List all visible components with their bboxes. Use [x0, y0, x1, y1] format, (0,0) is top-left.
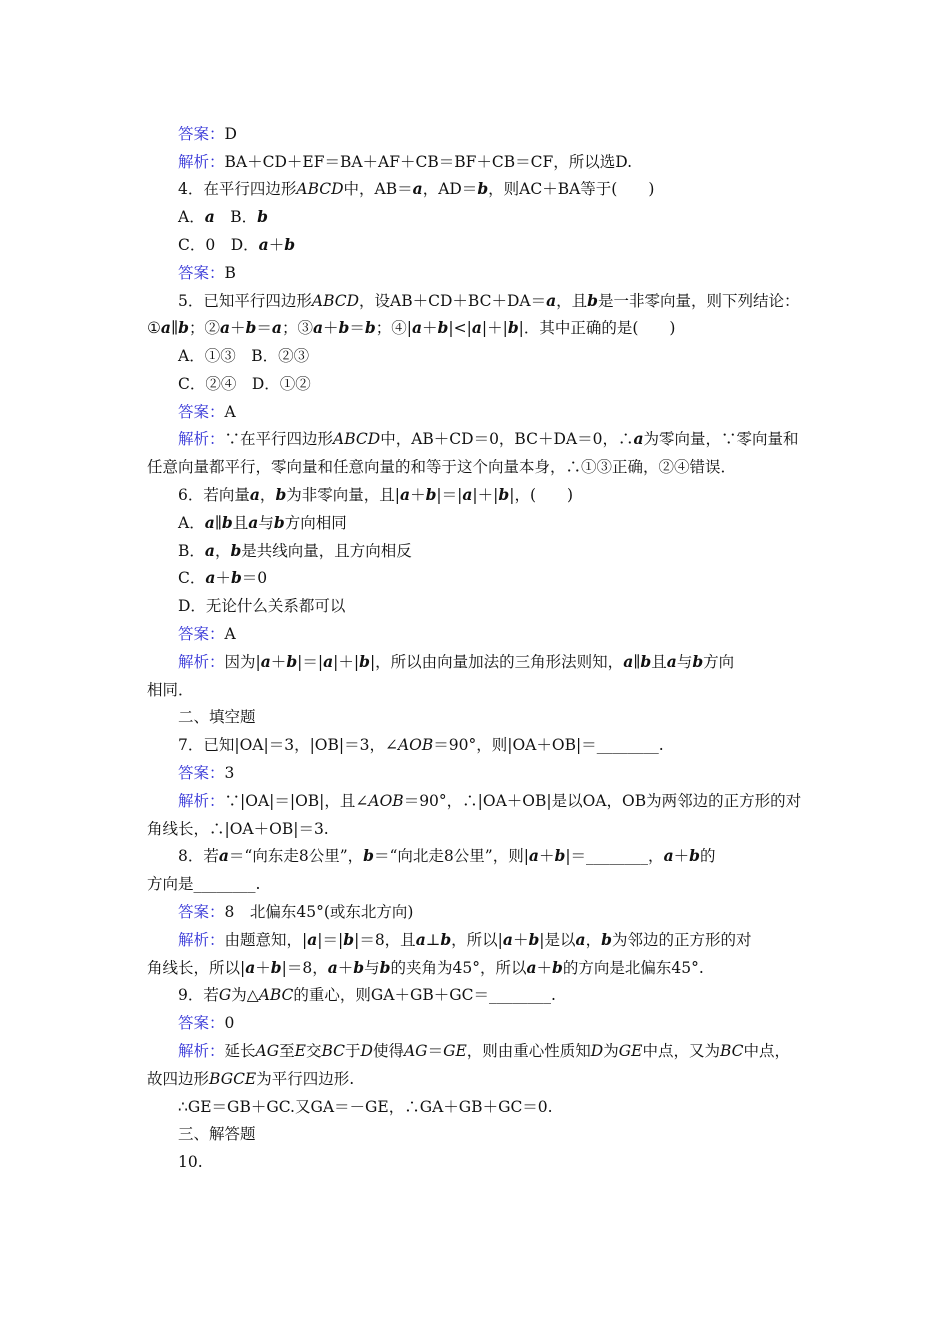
text-run: 方向相同	[284, 514, 347, 532]
text-run: b	[440, 930, 452, 949]
text-run: ，则AC＋BA等于( )	[488, 180, 655, 198]
text-run: a	[245, 958, 256, 977]
text-run: ABCD	[311, 292, 360, 310]
text-run: b	[692, 652, 704, 671]
text-run: b	[640, 652, 652, 671]
explanation-label: 解析：	[178, 1042, 225, 1060]
answer-label: 答案：	[178, 403, 225, 421]
text-run: a	[412, 179, 423, 198]
text-run: 中点，	[743, 1042, 791, 1060]
text-run: ________	[596, 736, 659, 754]
text-run: |．其中正确的是( )	[518, 319, 676, 337]
question-7	[178, 735, 664, 755]
text-run: a	[204, 513, 215, 532]
text-run: D	[224, 125, 237, 143]
text-run: ＋	[410, 486, 426, 504]
text-run: ＋	[422, 319, 438, 337]
text-run: |＝|	[436, 486, 463, 504]
question-9	[178, 985, 556, 1005]
text-run: A．①③ B．②③	[178, 347, 310, 365]
explanation-label: 解析：	[178, 653, 225, 671]
text-run: ABCD	[296, 180, 344, 198]
explanation-line	[178, 791, 801, 811]
text-run: BA＋CD＋EF＝BA＋AF＋CB＝BF＋CB＝CF，所以选D.	[224, 153, 633, 171]
text-run: ∵在平行四边形	[224, 430, 334, 448]
text-run: 延长	[224, 1042, 256, 1060]
text-run: b	[230, 568, 242, 587]
text-run: b	[275, 485, 287, 504]
text-run: b	[270, 958, 282, 977]
text-run: AOB	[397, 736, 434, 754]
text-run: ＝90°，则|OA＋OB|＝	[433, 736, 597, 754]
answer-label: 答案：	[178, 764, 225, 782]
text-run: ABC	[258, 986, 294, 1004]
answer-line	[178, 763, 234, 783]
explanation-line	[178, 1041, 790, 1061]
option-a	[178, 513, 347, 533]
text-run: 为非零向量，且|	[286, 486, 401, 504]
text-run: 是共线向量，且方向相反	[241, 542, 412, 560]
text-run: b	[343, 930, 355, 949]
text-run: b	[689, 846, 700, 865]
answer-label: 答案：	[178, 903, 225, 921]
text-run: 是一非零向量，则下列结论：	[597, 292, 800, 310]
text-run: 中，AB＝	[343, 180, 413, 198]
text-run: AG	[403, 1042, 428, 1060]
text-run: |，所以由向量加法的三角形法则知，	[369, 653, 624, 671]
text-run: 9．若	[178, 986, 219, 1004]
answer-line	[178, 624, 236, 644]
text-run: 为	[603, 1042, 619, 1060]
text-run: ；③	[281, 319, 313, 337]
text-run: 与	[364, 959, 380, 977]
explanation-line	[178, 429, 799, 449]
question-10	[178, 1152, 203, 1172]
text-run: ，	[259, 486, 276, 504]
text-run: 与	[258, 514, 274, 532]
text-run: B．	[178, 542, 205, 560]
text-run: A	[224, 403, 236, 421]
text-run: a	[327, 958, 338, 977]
text-run: 8 北偏东45°(或东北方向)	[224, 903, 414, 921]
text-run: BC	[719, 1042, 744, 1060]
text-run: a	[462, 485, 473, 504]
text-run: B．	[214, 208, 258, 226]
text-run: ＝90°，∴|OA＋OB|是以OA，OB为两邻边的正方形的对	[403, 792, 802, 810]
text-run: 4．在平行四边形	[178, 180, 297, 198]
text-run: |＋|	[333, 653, 360, 671]
text-run: |＝|	[297, 653, 324, 671]
explanation-continued	[147, 819, 329, 839]
answer-label: 答案：	[178, 125, 225, 143]
text-run: a	[260, 652, 271, 671]
explanation-label: 解析：	[178, 792, 225, 810]
text-run: A．	[178, 514, 205, 532]
text-run: ＋	[337, 959, 354, 977]
text-run: D	[360, 1042, 373, 1060]
section-heading	[178, 1124, 256, 1144]
text-run: GE	[443, 1042, 467, 1060]
text-run: a	[471, 318, 482, 337]
text-run: b	[257, 207, 268, 226]
text-run: ，	[585, 931, 602, 949]
text-run: 三、解答题	[178, 1125, 256, 1143]
text-run: b	[359, 652, 370, 671]
text-run: 相同．	[147, 681, 194, 699]
text-run: b	[338, 318, 350, 337]
text-run: BGCE	[209, 1070, 257, 1088]
text-run: b	[507, 318, 519, 337]
text-run: ∥	[633, 653, 641, 671]
text-run: a	[204, 207, 215, 226]
text-run: ＋	[673, 847, 690, 865]
text-run: E	[294, 1042, 306, 1060]
text-run: ＝“向东走8公里”，	[228, 847, 364, 865]
question-8	[178, 846, 715, 866]
text-run: D	[590, 1042, 604, 1060]
text-run: |＝|	[317, 931, 344, 949]
section-heading	[178, 707, 256, 727]
text-run: ＋	[270, 653, 287, 671]
text-run: b	[587, 291, 598, 310]
text-run: b	[552, 958, 563, 977]
text-run: C．	[178, 569, 206, 587]
explanation-continued	[147, 457, 736, 477]
text-run: a	[526, 958, 537, 977]
text-run: 7．已知|OA|＝3，|OB|＝3，∠	[178, 736, 398, 754]
text-run: ∵|OA|＝|OB|，且∠	[224, 792, 369, 810]
text-run: 为零向量，∵零向量和	[643, 430, 799, 448]
text-run: b	[230, 541, 242, 560]
text-run: 为邻边的正方形的对	[611, 931, 752, 949]
answer-line	[178, 1013, 234, 1033]
text-run: 5．已知平行四边形	[178, 292, 312, 310]
text-run: BC	[321, 1042, 346, 1060]
text-run: a	[312, 318, 324, 337]
text-run: 角线长，所以|	[147, 959, 246, 977]
text-run: ∥	[214, 514, 222, 532]
question-6	[178, 485, 573, 505]
text-run: b	[554, 846, 566, 865]
text-run: b	[437, 318, 449, 337]
options-line	[178, 374, 311, 394]
text-run: 故四边形	[147, 1070, 210, 1088]
text-run: ＋	[512, 931, 529, 949]
text-run: 的方向是北偏东45°.	[562, 959, 704, 977]
text-run: b	[364, 318, 376, 337]
text-run: b	[221, 513, 233, 532]
text-run: |是以	[539, 931, 576, 949]
text-run: A．	[178, 208, 205, 226]
text-run: 方向是________.	[147, 875, 261, 893]
option-c	[178, 568, 267, 588]
text-run: a	[415, 930, 426, 949]
text-run: ＝	[427, 1042, 444, 1060]
option-b	[178, 541, 412, 561]
text-run: D．无论什么关系都可以	[178, 597, 346, 615]
text-run: a	[271, 318, 282, 337]
text-run: 二、填空题	[178, 708, 256, 726]
text-run: a	[623, 652, 634, 671]
text-run: 中，AB＋CD＝0，BC＋DA＝0，∴	[380, 430, 634, 448]
text-run: 中点，又为	[642, 1042, 720, 1060]
text-run: 的重心，则GA＋GB＋GC＝________.	[293, 986, 556, 1004]
text-run: b	[245, 318, 257, 337]
text-run: b	[601, 930, 612, 949]
text-run: G	[218, 986, 232, 1004]
text-run: b	[284, 235, 296, 254]
option-d	[178, 596, 345, 616]
explanation-continued	[147, 1069, 354, 1089]
text-run: ∴GE＝GB＋GC.又GA＝－GE，∴GA＋GB＋GC＝0.	[178, 1098, 553, 1116]
text-run: a	[575, 930, 586, 949]
text-run: a	[323, 652, 334, 671]
text-run: 至	[279, 1042, 295, 1060]
text-run: a	[205, 568, 216, 587]
text-run: a	[204, 541, 215, 560]
text-run: B	[224, 264, 236, 282]
text-run: b	[477, 179, 489, 198]
text-run: a	[411, 318, 423, 337]
options-line	[178, 207, 268, 227]
text-run: a	[633, 429, 644, 448]
text-run: b	[498, 485, 510, 504]
text-run: ①	[147, 319, 161, 337]
text-run: A	[224, 625, 236, 643]
explanation-continued	[147, 680, 194, 700]
text-run: ＋	[255, 959, 271, 977]
text-run: 为△	[231, 986, 259, 1004]
text-run: |＝8，	[281, 959, 328, 977]
text-run: ＝“向北走8公里”，则|	[373, 847, 529, 865]
options-line	[178, 346, 309, 366]
explanation-line	[178, 652, 734, 672]
text-run: ，	[214, 542, 231, 560]
answer-label: 答案：	[178, 1014, 225, 1032]
text-run: a	[248, 513, 259, 532]
text-run: a	[502, 930, 513, 949]
question-5-continued	[147, 318, 675, 338]
answer-label: 答案：	[178, 264, 225, 282]
text-run: GE	[618, 1042, 643, 1060]
answer-line	[178, 263, 236, 283]
text-run: |，( )	[509, 486, 574, 504]
text-run: ＋	[215, 569, 231, 587]
text-run: AG	[255, 1042, 280, 1060]
text-run: a	[218, 846, 229, 865]
text-run: b	[425, 485, 437, 504]
text-run: a	[307, 930, 318, 949]
text-run: b	[379, 958, 391, 977]
text-run: 且	[232, 514, 249, 532]
text-run: a	[400, 485, 411, 504]
text-run: ；④|	[375, 319, 412, 337]
text-run: ＝0	[241, 569, 268, 587]
text-run: ＋	[536, 959, 553, 977]
text-run: |＝________，	[565, 847, 664, 865]
explanation-line	[178, 152, 632, 172]
text-run: |＝8，且	[354, 931, 416, 949]
text-run: C．②④ D．①②	[178, 375, 311, 393]
explanation-label: 解析：	[178, 153, 225, 171]
text-run: 因为|	[224, 653, 261, 671]
text-run: a	[219, 318, 231, 337]
text-run: ＋	[538, 847, 555, 865]
text-run: ＋	[268, 236, 285, 254]
explanation-continued	[178, 1097, 553, 1117]
text-run: |<|	[448, 319, 472, 337]
text-run: a	[528, 846, 539, 865]
question-5	[178, 291, 800, 311]
text-run: 的	[699, 847, 716, 865]
text-run: 角线长，∴|OA＋OB|＝3.	[147, 820, 329, 838]
text-run: 为平行四边形.	[256, 1070, 355, 1088]
explanation-line	[178, 930, 751, 950]
text-run: 10.	[178, 1153, 203, 1171]
answer-line	[178, 902, 413, 922]
text-run: |＋|	[481, 319, 508, 337]
text-run: ＝	[349, 319, 365, 337]
text-run: 3	[224, 764, 235, 782]
explanation-continued	[147, 958, 704, 978]
text-run: a	[666, 652, 677, 671]
text-run: |＋|	[472, 486, 499, 504]
question-4	[178, 179, 654, 199]
text-run: ，所以|	[451, 931, 503, 949]
text-run: 8．若	[178, 847, 219, 865]
text-run: 由题意知，|	[224, 931, 308, 949]
answer-line	[178, 402, 236, 422]
text-run: ⊥	[425, 931, 441, 949]
text-run: ABCD	[333, 430, 381, 448]
text-run: 6．若向量	[178, 486, 250, 504]
text-run: ∥	[170, 319, 179, 337]
text-run: ，则由重心性质知	[466, 1042, 591, 1060]
explanation-label: 解析：	[178, 931, 225, 949]
text-run: .	[658, 736, 664, 754]
text-run: b	[286, 652, 298, 671]
text-run: C．0 D．	[178, 236, 259, 254]
answer-label: 答案：	[178, 625, 225, 643]
text-run: ，设AB＋CD＋BC＋DA＝	[359, 292, 547, 310]
text-run: ＋	[323, 319, 339, 337]
question-8-continued	[147, 874, 260, 894]
explanation-label: 解析：	[178, 430, 225, 448]
text-run: a	[546, 291, 557, 310]
text-run: 交	[305, 1042, 322, 1060]
text-run: 方向	[703, 653, 735, 671]
text-run: ，AD＝	[422, 180, 478, 198]
text-run: ，且	[556, 292, 588, 310]
options-line	[178, 235, 295, 255]
answer-line	[178, 124, 237, 144]
text-run: ＋	[230, 319, 246, 337]
text-run: a	[160, 318, 171, 337]
text-run: b	[273, 513, 285, 532]
text-run: a	[663, 846, 674, 865]
text-run: ＝	[256, 319, 272, 337]
text-run: 使得	[372, 1042, 404, 1060]
text-run: b	[363, 846, 374, 865]
text-run: 任意向量都平行，零向量和任意向量的和等于这个向量本身，∴①③正确，②④错误．	[147, 458, 737, 476]
text-run: a	[258, 235, 269, 254]
text-run: 且	[651, 653, 667, 671]
text-run: 0	[224, 1014, 235, 1032]
text-run: 与	[676, 653, 693, 671]
text-run: ；②	[188, 319, 220, 337]
text-run: 的夹角为45°，所以	[390, 959, 527, 977]
text-run: a	[249, 485, 260, 504]
text-run: b	[353, 958, 365, 977]
text-run: 于	[345, 1042, 361, 1060]
text-run: b	[528, 930, 540, 949]
text-run: AOB	[368, 792, 404, 810]
text-run: b	[178, 318, 189, 337]
